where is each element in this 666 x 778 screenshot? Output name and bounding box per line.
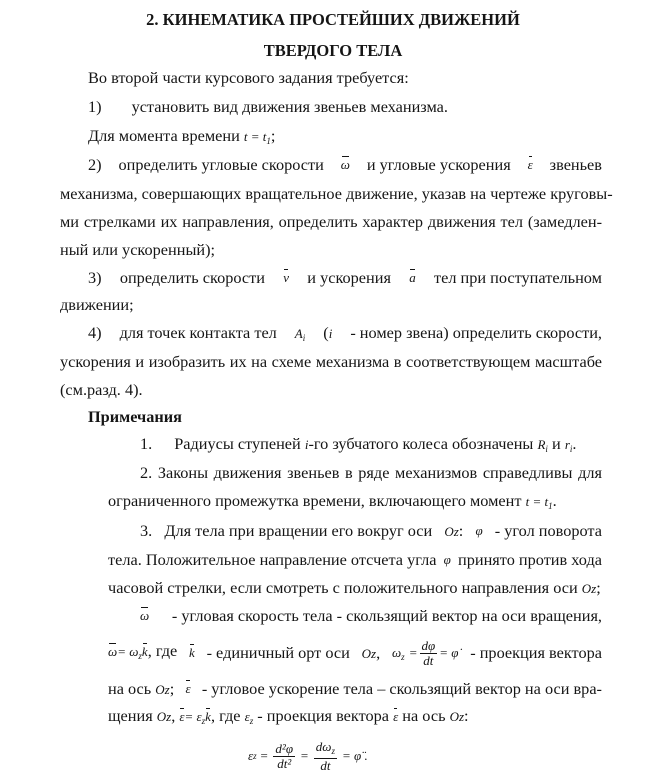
note-3-line-2-text-b: принято против хода — [458, 550, 602, 569]
final-epsilon-sub: z — [253, 751, 257, 761]
note-1-and: и — [552, 434, 561, 453]
item-4-line-1 — [88, 323, 602, 348]
item-3-number: 3) — [88, 268, 102, 287]
final-eq-2: = — [300, 748, 309, 763]
item-4-number: 4) — [88, 323, 102, 342]
note-2-number: 2. — [140, 463, 153, 482]
fraction-dphi-dt: $\frac{d\varphi}{dt}$ — [421, 637, 436, 668]
epsilon-text-d: на ось — [402, 706, 446, 725]
epsilon-text-a: щения — [108, 706, 153, 725]
item-1 — [88, 97, 448, 117]
omega-z-derivative: $\omega_z$ = $\frac{d\varphi}{dt}$ = φ̇ — [391, 637, 459, 668]
angular-acceleration-formula — [248, 736, 368, 776]
epsilon-definition-text: - угловое ускорение тела – скользящий вектор на оси вра- — [201, 679, 602, 698]
note-3-line-3-axis: Oz — [581, 581, 597, 596]
note-1-text-b: -го зубчатого колеса обозначены — [308, 434, 534, 453]
point-A-symbol: $A_i$ — [294, 326, 306, 343]
epsilon-axis-2: Oz — [449, 709, 465, 724]
note-3-line-3 — [108, 578, 601, 599]
note-2-text-2: ограниченного промежутка времени, включающего момент — [108, 491, 522, 510]
omega-vector-equation: $\omega= \omega_zk$, где — [108, 640, 178, 661]
moment-line — [88, 126, 275, 151]
notes-heading: Примечания — [88, 407, 182, 426]
note-3-text-a: Для тела при вращении его вокруг оси — [164, 521, 433, 540]
item-3-line-2: движении; — [60, 295, 134, 314]
note-2-formula: t = t — [525, 494, 549, 509]
omega-definition-line-2 — [108, 635, 602, 671]
epsilon-vector-symbol: ε — [185, 679, 190, 700]
epsilon-text-c: - проекция вектора — [257, 706, 390, 725]
item-4-text-c: - номер звена) определить скорости, — [350, 323, 602, 342]
note-3-line-2-text-a: тела. Положительное направление отсчета угла — [108, 550, 437, 569]
item-3-text-a: определить скорости — [119, 268, 265, 287]
final-eq-1: = — [259, 748, 269, 763]
note-1-index: i — [304, 437, 309, 452]
item-4-text-a: для точек контакта тел — [119, 323, 277, 342]
radius-r-symbol: r — [564, 437, 570, 452]
epsilon-comma: , — [171, 706, 176, 725]
item-2-line-3: ми стрелками их направления, определить характер движения тел (замедлен- — [60, 212, 602, 231]
item-3-text-b: и ускорения — [307, 268, 391, 287]
item-3-line-1 — [88, 268, 602, 288]
item-2-text-a: определить угловые скорости — [118, 155, 324, 174]
note-1-text-a: Радиусы ступеней — [174, 434, 301, 453]
final-eq-3: = φ̈ . — [342, 748, 368, 763]
unit-vector-k: k — [189, 643, 195, 663]
epsilon-definition-line-1 — [108, 679, 602, 700]
epsilon-axis: Oz — [156, 709, 172, 724]
item-1-number: 1) — [88, 97, 102, 116]
final-epsilon: ε — [248, 748, 254, 763]
intro-paragraph: Во второй части курсового задания требуется: — [88, 68, 409, 87]
epsilon-vector-2: ε — [393, 707, 398, 727]
item-2-line-4: ный или ускоренный); — [60, 240, 216, 259]
note-3-line-2 — [108, 550, 602, 570]
note-3-text-b: - угол поворота — [494, 521, 602, 540]
note-3-axis: Oz: — [444, 521, 464, 540]
moment-formula: t = t — [243, 129, 267, 144]
note-2-line-1 — [140, 463, 602, 483]
fraction-domega-dt: $\frac{d\omega_z}{dt}$ — [315, 738, 335, 773]
item-1-text: установить вид движения звеньев механизма. — [131, 97, 448, 116]
epsilon-symbol: ε — [528, 155, 533, 175]
note-1 — [140, 434, 576, 459]
note-3-number: 3. — [140, 521, 153, 540]
omega-symbol: ω — [341, 155, 350, 175]
epsilon-vector-equation: $\varepsilon= \varepsilon_zk$ — [179, 709, 211, 726]
moment-text: Для момента времени — [88, 126, 240, 145]
acceleration-symbol: a — [409, 268, 416, 288]
item-2-text-b: и угловые ускорения — [366, 155, 511, 174]
item-3-text-c: тел при поступательном — [433, 268, 602, 287]
section-title-line-2: ТВЕРДОГО ТЕЛА — [263, 41, 403, 60]
moment-end: ; — [270, 126, 276, 145]
radius-R-subscript: i — [545, 444, 548, 454]
note-3-line-3-text: часовой стрелки, если смотреть с положительного направления оси — [108, 578, 578, 597]
item-4-line-2: ускорения и изобразить их на схеме механизма в соответствующем масштабе — [60, 352, 602, 371]
epsilon-z: $\varepsilon_z$ — [244, 709, 254, 726]
item-4-paren: (i — [323, 323, 333, 342]
fraction-d2phi-dt2: $\frac{\text{d²φ}}{\text{dt²}}$ — [275, 740, 294, 771]
epsilon-colon: : — [464, 706, 469, 725]
item-2-line-1 — [88, 155, 602, 175]
velocity-symbol: v — [283, 268, 289, 288]
note-1-number: 1. — [140, 434, 153, 453]
radius-R-symbol: R — [537, 437, 546, 452]
omega-axis: Oz, — [361, 642, 381, 662]
omega-definition-text: - угловая скорость тела - скользящий вектор на оси вращения, — [171, 606, 602, 625]
note-2-subscript: 1 — [548, 501, 553, 511]
omega-projection-text: - проекция вектора — [470, 643, 602, 662]
epsilon-definition-line-2 — [108, 706, 469, 731]
note-2-text: Законы движения звеньев в ряде механизмов справедливы для — [157, 463, 602, 482]
omega-vector-symbol: ω — [140, 606, 149, 626]
note-2-end: . — [552, 491, 557, 510]
epsilon-axis-text: на ось Oz; — [108, 679, 175, 698]
item-2-line-2: механизма, совершающих вращательное движение, указав на чертеже круговы- — [60, 184, 613, 203]
note-2-line-2 — [108, 491, 557, 516]
item-2-number: 2) — [88, 155, 102, 174]
omega-definition-text-2: - единичный орт оси — [206, 643, 350, 662]
item-2-text-c: звеньев — [549, 155, 602, 174]
note-3-line-3-end: ; — [596, 578, 601, 597]
radius-r-subscript: i — [569, 444, 573, 454]
note-3-line-2-phi: φ — [443, 552, 451, 567]
note-3-line-1 — [140, 521, 602, 542]
note-1-end: . — [572, 434, 577, 453]
moment-subscript: 1 — [266, 136, 271, 146]
section-title-line-1: 2. КИНЕМАТИКА ПРОСТЕЙШИХ ДВИЖЕНИЙ — [146, 10, 520, 29]
note-3-phi: φ — [475, 523, 483, 538]
omega-definition-line-1 — [140, 606, 602, 626]
item-4-line-3: (см.разд. 4). — [60, 380, 143, 399]
epsilon-text-b: , где — [210, 706, 241, 725]
